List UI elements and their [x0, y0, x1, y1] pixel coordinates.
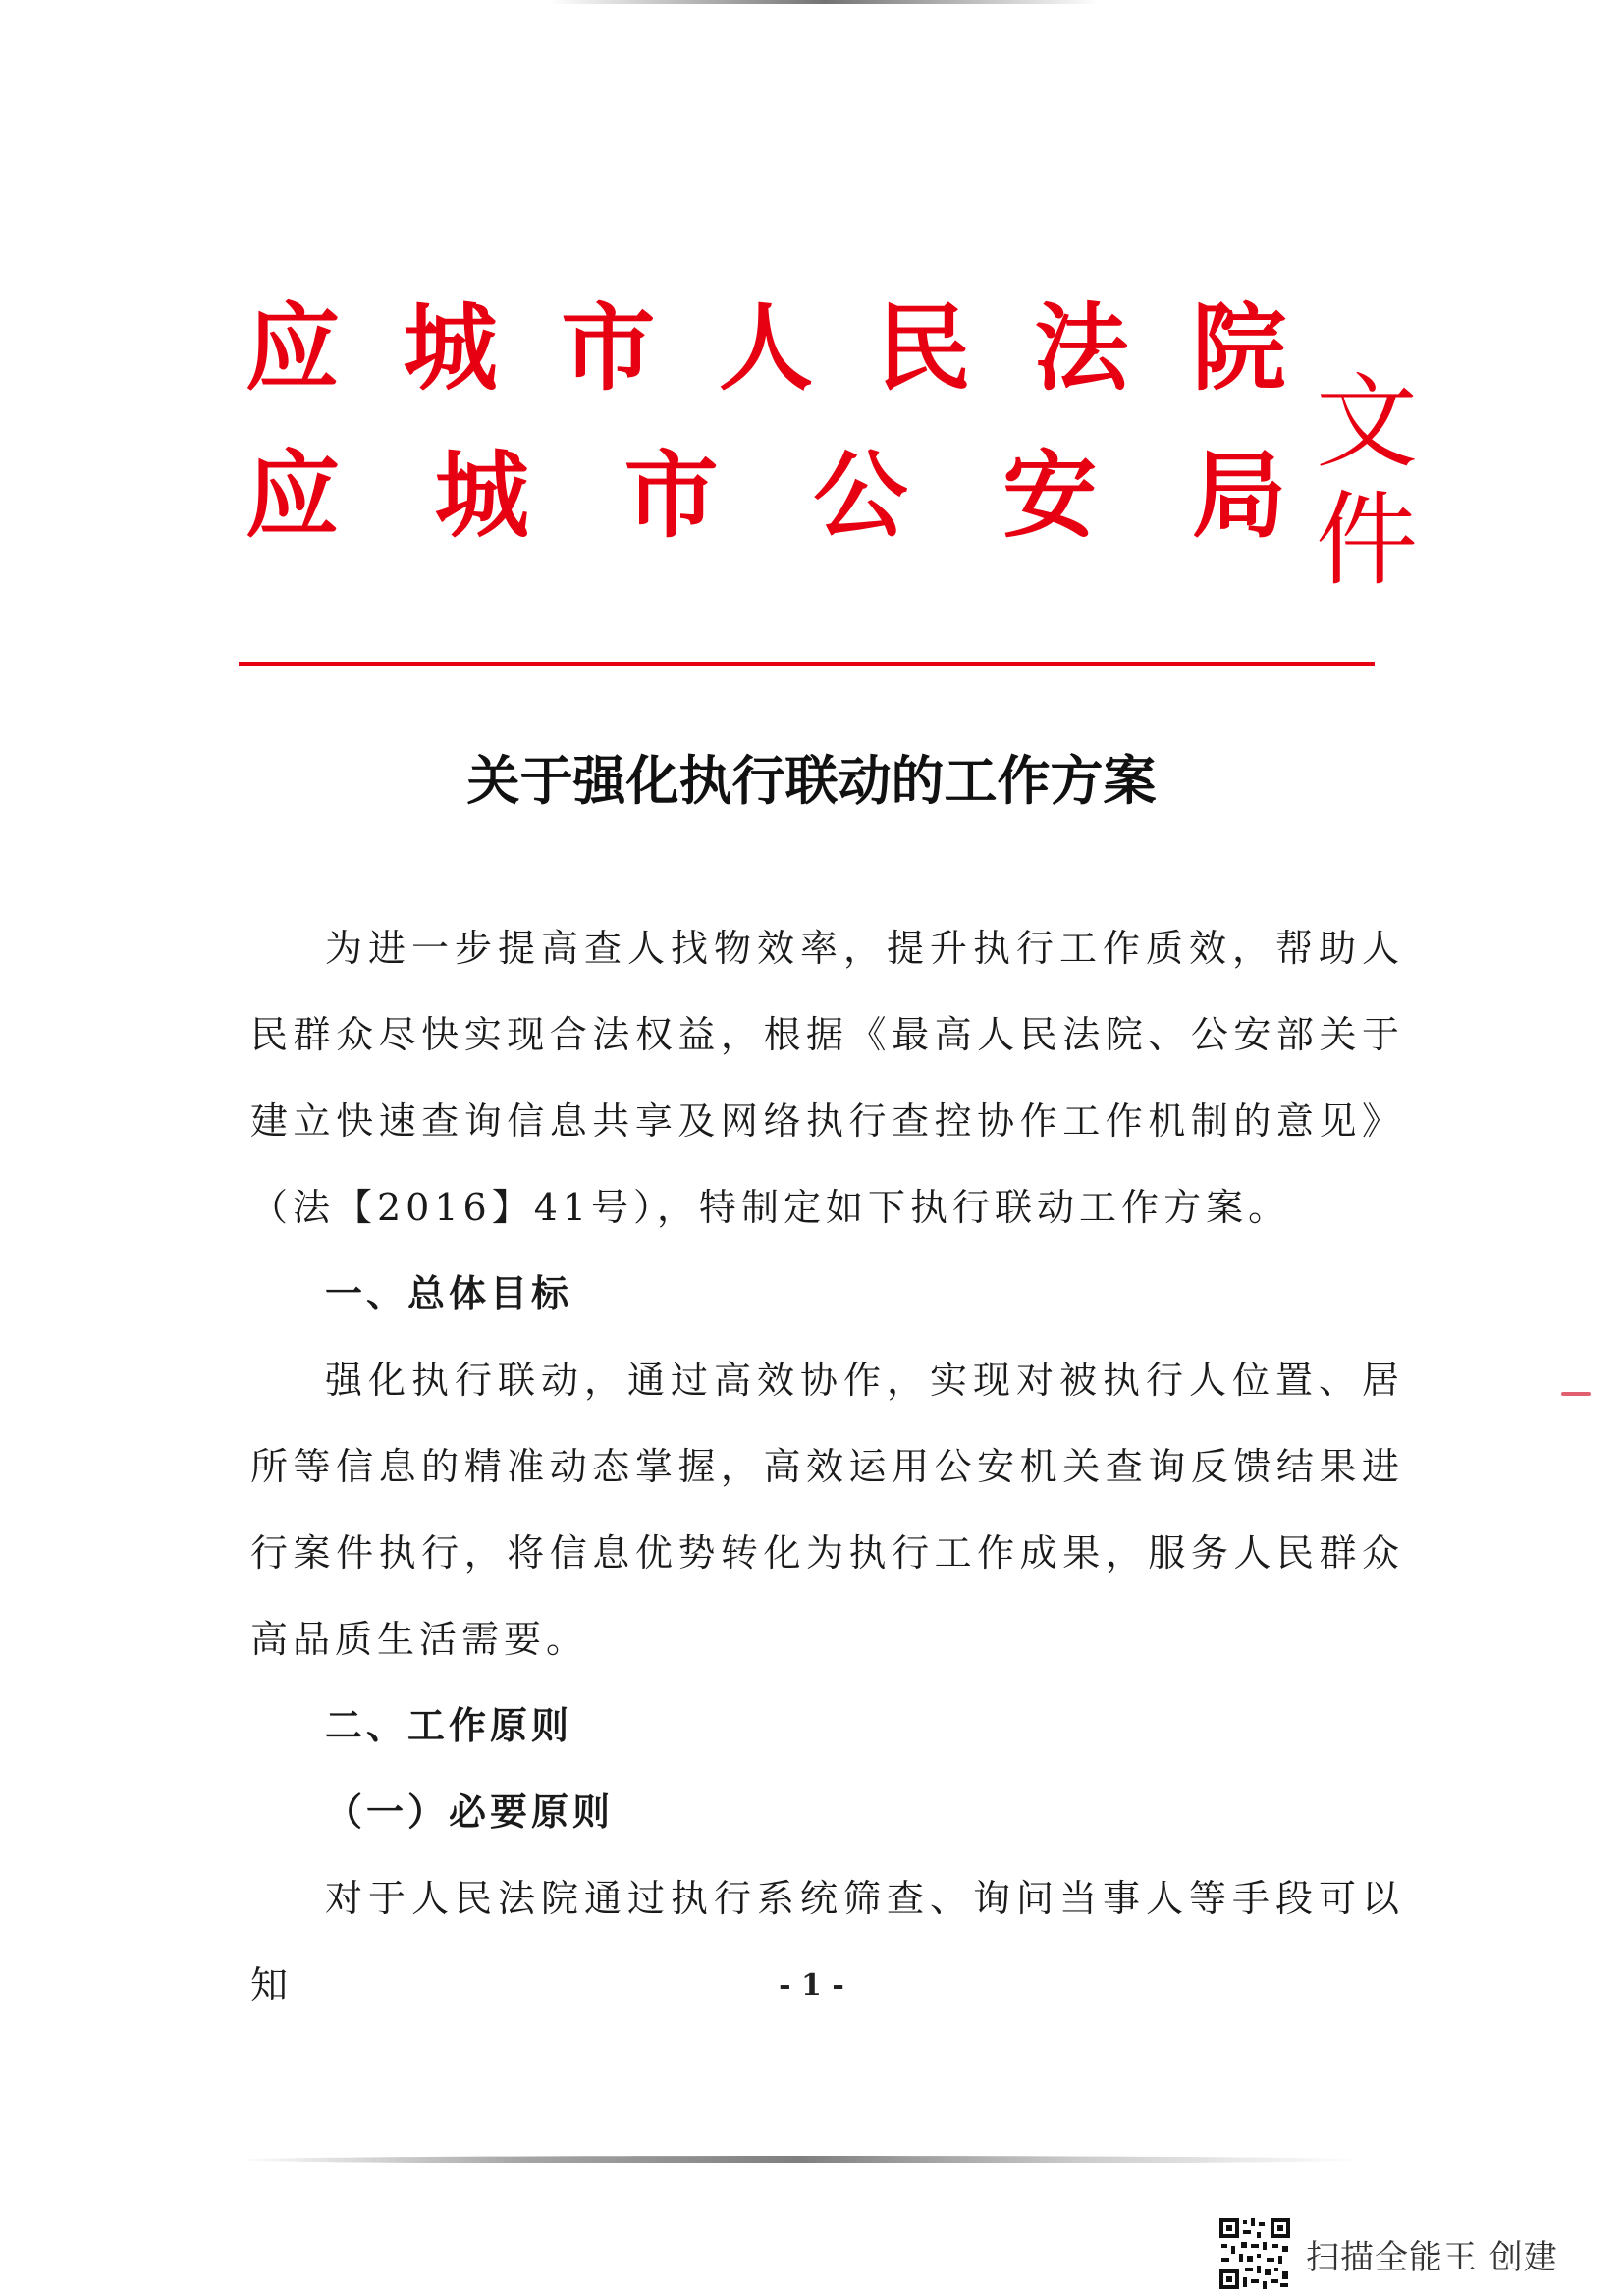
header-red-rule	[239, 662, 1375, 666]
header-char: 城	[403, 293, 498, 403]
watermark-text: 扫描全能王 创建	[1306, 2237, 1558, 2277]
document-header	[245, 293, 1522, 600]
document-title: 关于强化执行联动的工作方案	[466, 749, 1157, 812]
header-char: 人	[718, 293, 813, 403]
subsection-1-heading: （一）必要原则	[325, 1789, 615, 1834]
document-label: 文件	[1316, 362, 1421, 600]
header-char: 安	[1002, 440, 1098, 551]
header-char: 院	[1191, 293, 1286, 403]
qr-code-icon	[1217, 2216, 1292, 2291]
document-body	[250, 905, 1404, 2028]
header-char: 市	[623, 440, 719, 551]
org-name-police	[245, 442, 1286, 550]
scan-edge-shadow-top	[550, 0, 1100, 4]
subsection-1-paragraph: 对于人民法院通过执行系统筛查、询问当事人等手段可以知	[250, 1877, 1404, 2006]
org-name-court	[245, 294, 1286, 402]
scan-artifact-mark	[1561, 1392, 1591, 1396]
header-char: 市	[561, 293, 656, 403]
header-char: 公	[813, 440, 908, 551]
scan-edge-shadow-bottom	[236, 2156, 1365, 2163]
header-char: 法	[1034, 293, 1129, 403]
section-1-heading: 一、总体目标	[325, 1272, 573, 1315]
scanner-watermark	[1217, 2215, 1558, 2293]
header-char: 民	[876, 293, 971, 403]
section-1-paragraph: 强化执行联动，通过高效协作，实现对被执行人位置、居所等信息的精准动态掌握，高效运用公安机关查询反馈结果进行案件执行，将信息优势转化为执行工作成果，服务人民群众高品质生活需要。	[250, 1359, 1404, 1661]
header-char: 局	[1191, 440, 1286, 551]
header-char: 应	[245, 293, 340, 403]
page-number: - 1 -	[779, 1968, 844, 2002]
intro-paragraph: 为进一步提高查人找物效率，提升执行工作质效，帮助人民群众尽快实现合法权益，根据《最高人民法院、公安部关于建立快速查询信息共享及网络执行查控协作工作机制的意见》（法【2016】41号），特制定如下执行联动工作方案。	[250, 927, 1404, 1229]
header-char: 城	[434, 440, 529, 551]
section-2-heading: 二、工作原则	[325, 1704, 573, 1747]
header-char: 应	[245, 440, 340, 551]
